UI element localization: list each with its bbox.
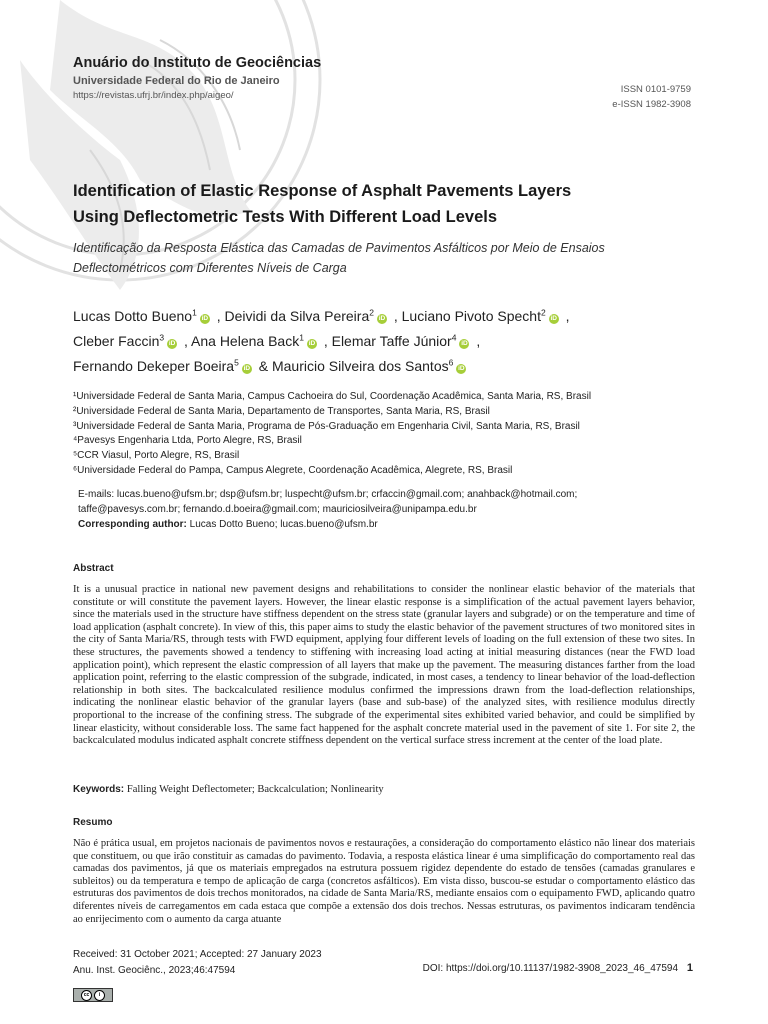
affiliations xyxy=(73,390,693,479)
orcid-icon[interactable]: iD xyxy=(378,314,386,322)
author-separator: , xyxy=(389,307,398,324)
author-separator: , xyxy=(180,332,188,349)
author xyxy=(73,308,225,324)
author-affiliation-number: 5 xyxy=(234,357,239,368)
orcid-icon[interactable]: iD xyxy=(308,339,316,347)
affiliation: ²Universidade Federal de Santa Maria, Departamento de Transportes, Santa Maria, RS, Brasil xyxy=(73,405,490,417)
author-affiliation-number: 6 xyxy=(448,357,454,368)
affiliation: ³Universidade Federal de Santa Maria, Programa de Pós-Graduação em Engenharia Civil, Santa Maria, RS, Brasil xyxy=(73,420,580,432)
keywords xyxy=(73,784,693,795)
corresponding-author-value: Lucas Dotto Bueno; lucas.bueno@ufsm.br xyxy=(189,518,378,530)
author-affiliation-number: 1 xyxy=(299,332,304,343)
author-affiliation-number: 3 xyxy=(159,332,165,343)
abstract-text: It is a unusual practice in national new pavement designs and rehabilitations to consider the nonlinear elastic behavior of the materials that constitute or will constitute the pavement layers. However, the linear elastic response is a simplification of the actual pavement layers behavior, since the materials used in the structure have stiffness dependent on the stress state (granular layers and subgrade) or on the temperature and time of load application (asphalt concrete). In view of this, this paper aims to study the elastic behavior of the pavement structures of two monitored sites in the city of Santa Maria/RS, through tests with FWD equipment, applying four different levels of loading on the full extension of these two sites. In these structures, the pavements showed a tendency to stiffening with increasing load acting at initial measuring distances (near the FWD load application point), which represent the elastic compression of all layers that make up the pavement. The measuring distances farther from the load application point, referring to the elastic compression of the subgrade, indicated, in most cases, a tendency to linear behavior of the load-deflection relationship in both sites. The backcalculated resilience modulus confirmed the impressions drawn from the load-deflection relationships, indicating the nonlinear elastic behavior of the granular layers (base and sub-base) of the analyzed sites, with resilience modulus directly proportional to the increase of the confining stress. The subgrade of the experimental sites exhibited varied behavior, and could be simplified by linear elasticity, without considerable loss. The same fact happened for the asphalt concrete material used in the pavement of site 1. For site 2, the backcalculated modulus indicated asphalt concrete stiffness dependent on the vertical surface stress increment at the center of the load plate. xyxy=(73,584,695,747)
author xyxy=(191,333,332,349)
journal-header xyxy=(73,54,493,101)
article-title xyxy=(73,178,693,230)
author xyxy=(225,308,402,324)
author-separator: , xyxy=(319,332,328,349)
orcid-icon[interactable]: iD xyxy=(458,364,465,372)
orcid-icon[interactable]: iD xyxy=(461,339,468,347)
author-name: Elemar Taffe Júnior xyxy=(331,332,452,349)
journal-url-link[interactable]: https://revistas.ufrj.br/index.php/aigeo/ xyxy=(73,90,234,101)
author-name: Luciano Pivoto Specht xyxy=(401,307,541,324)
orcid-icon[interactable]: iD xyxy=(243,364,251,372)
author-separator: , xyxy=(561,307,570,324)
resumo-heading: Resumo xyxy=(73,817,113,828)
article-title-line-1: Identification of Elastic Response of Asphalt Pavements Layers xyxy=(73,182,572,200)
author-name: Cleber Faccin xyxy=(73,332,160,349)
author xyxy=(73,358,272,374)
author xyxy=(272,358,469,374)
corresponding-author xyxy=(78,518,688,533)
author-affiliation-number: 1 xyxy=(192,307,197,317)
eissn: e-ISSN 1982-3908 xyxy=(612,99,691,110)
journal-university: Universidade Federal do Rio de Janeiro xyxy=(73,75,280,87)
cc-icon: cc xyxy=(81,990,92,1001)
page-number: 1 xyxy=(686,962,693,974)
corresponding-author-label: Corresponding author: xyxy=(78,518,187,530)
article-subtitle-line-2: Deflectométricos com Diferentes Níveis de Carga xyxy=(73,261,347,275)
article-title-line-2: Using Deflectometric Tests With Different Load Levels xyxy=(73,208,498,226)
article-subtitle xyxy=(73,238,693,278)
received-accepted-dates: Received: 31 October 2021; Accepted: 27 January 2023 xyxy=(73,949,322,960)
keywords-label: Keywords: xyxy=(73,784,125,795)
by-icon: i xyxy=(94,990,105,1001)
author-separator: & xyxy=(254,357,269,374)
orcid-icon[interactable]: iD xyxy=(168,339,176,347)
author-name: Lucas Dotto Bueno xyxy=(73,307,193,324)
article-subtitle-line-1: Identificação da Resposta Elástica das Camadas de Pavimentos Asfálticos por Meio de Ensaios xyxy=(73,241,605,255)
author-name: Deividi da Silva Pereira xyxy=(224,307,370,324)
affiliation: ⁶Universidade Federal do Pampa, Campus Alegrete, Coordenação Acadêmica, Alegrete, RS, Brasil xyxy=(73,464,513,476)
author-affiliation-number: 2 xyxy=(369,307,374,317)
journal-name: Anuário do Instituto de Geociências xyxy=(73,55,322,71)
affiliation: ⁴Pavesys Engenharia Ltda, Porto Alegre, RS, Brasil xyxy=(73,435,302,447)
author-separator: , xyxy=(212,307,221,324)
keywords-value: Falling Weight Deflectometer; Backcalculation; Nonlinearity xyxy=(126,784,384,795)
author-name: Ana Helena Back xyxy=(191,332,300,349)
author-name: Mauricio Silveira dos Santos xyxy=(271,357,449,374)
abstract-heading: Abstract xyxy=(73,563,114,574)
emails-line-2: taffe@pavesys.com.br; fernando.d.boeira@gmail.com; mauriciosilveira@unipampa.edu.br xyxy=(78,503,477,515)
author-list xyxy=(73,302,693,377)
issn: ISSN 0101-9759 xyxy=(620,84,691,95)
doi-link[interactable]: DOI: https://doi.org/10.11137/1982-3908_2023_46_47594 xyxy=(422,963,678,974)
footer-info xyxy=(73,947,322,979)
author-affiliation-number: 4 xyxy=(451,332,457,343)
emails-line-1: E-mails: lucas.bueno@ufsm.br; dsp@ufsm.br; luspecht@ufsm.br; crfaccin@gmail.com; anahback@hotmail.com; xyxy=(78,489,578,500)
affiliation: ⁵CCR Viasul, Porto Alegre, RS, Brasil xyxy=(73,450,240,462)
author xyxy=(332,333,481,349)
author xyxy=(73,333,191,349)
affiliation: ¹Universidade Federal de Santa Maria, Campus Cachoeira do Sul, Coordenação Acadêmica, Santa Maria, RS, Brasil xyxy=(73,391,592,402)
author-name: Fernando Dekeper Boeira xyxy=(73,357,235,374)
orcid-icon[interactable]: iD xyxy=(201,314,209,322)
author-separator: , xyxy=(472,332,481,349)
issn-block xyxy=(612,82,691,112)
emails-block xyxy=(78,488,688,532)
orcid-icon[interactable]: iD xyxy=(550,314,557,322)
author xyxy=(402,308,570,324)
citation: Anu. Inst. Geociênc., 2023;46:47594 xyxy=(73,965,236,976)
author-affiliation-number: 2 xyxy=(540,307,546,317)
resumo-text: Não é prática usual, em projetos nacionais de pavimentos novos e restaurações, a consideração do comportamento elástico não linear dos materiais que constituem, ou que irão constituir as camadas do pavimento. Todavia, a resposta elástica linear é uma simplificação do comportamento real das camadas dos pavimentos, já que os materiais empregados na estrutura possuem rigidez dependente do estado de tensões (camadas granulares e subleitos) ou da temperatura e tempo de aplicação de carga (concretos asfálticos). Em vista disso, buscou-se estudar o comportamento elástico das estruturas dos pavimentos de dois trechos monitorados, na cidade de Santa Maria/RS, mediante ensaios com o equipamento FWD, aplicando quatro diferentes níveis de carregamentos em cada estaca que compõe a extensão dos dois trechos. Nessas estruturas, os pavimentos indicaram tendência ao enrijecimento com o aumento da carga atuante xyxy=(73,838,695,925)
creative-commons-license-icon[interactable] xyxy=(73,988,113,1002)
